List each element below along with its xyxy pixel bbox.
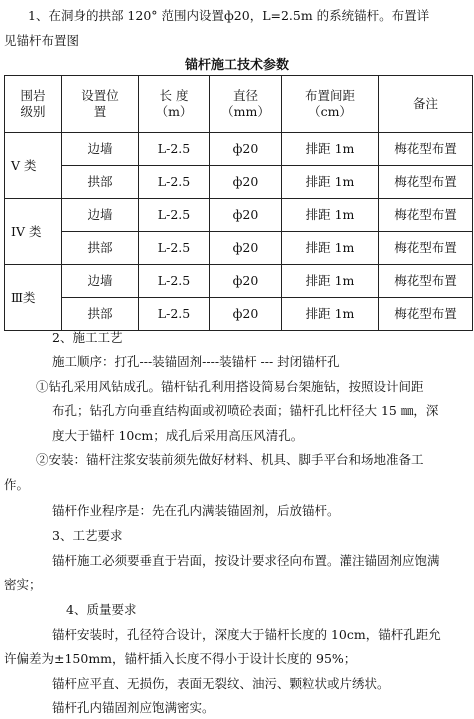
diameter-cell: ф20 [210,298,282,331]
note-cell: 梅花型布置 [379,265,473,298]
grade-cell: IV 类 [5,199,62,265]
diameter-cell: ф20 [210,199,282,232]
process-heading: 2、施工工艺 [52,330,123,345]
diameter-cell: ф20 [210,133,282,166]
header-diameter: 直径 （mm） [210,76,282,133]
table-row [5,265,473,298]
length-cell: L-2.5 [139,133,210,166]
spacing-cell: 排距 1m [282,265,379,298]
position-cell: 拱部 [62,298,139,331]
requirements-heading: 3、工艺要求 [52,528,123,543]
position-cell: 边墙 [62,133,139,166]
position-cell: 边墙 [62,265,139,298]
note-cell: 梅花型布置 [379,133,473,166]
step1-line-1: ①钻孔采用风钻成孔。锚杆钻孔利用搭设简易台架施钻，按照设计间距 [36,379,424,394]
note-cell: 梅花型布置 [379,166,473,199]
length-cell: L-2.5 [139,265,210,298]
quality-line-3: 锚杆应平直、无损伤，表面无裂纹、油污、颗粒状或片绣状。 [52,676,390,691]
quality-line-1: 锚杆安装时，孔径符合设计，深度大于锚杆长度的 10cm，锚杆孔距允 [52,627,441,642]
table-row [5,199,473,232]
step1-line-3: 度大于锚杆 10cm；成孔后采用高压风清孔。 [52,428,304,443]
table-row [5,133,473,166]
table-title: 锚杆施工技术参数 [184,58,289,73]
spacing-cell: 排距 1m [282,133,379,166]
diameter-cell: ф20 [210,232,282,265]
length-cell: L-2.5 [139,199,210,232]
intro-line-2: 见锚杆布置图 [4,33,80,48]
length-cell: L-2.5 [139,298,210,331]
header-grade: 围岩 级别 [5,76,62,133]
step1-line-2: 布孔；钻孔方向垂直结构面或初喷砼表面；锚杆孔比杆径大 15 ㎜，深 [52,403,439,418]
quality-line-2: 许偏差为±150mm，锚杆插入长度不得小于设计长度的 95%； [4,651,357,666]
header-note: 备注 [379,76,473,133]
operation-program: 锚杆作业程序是：先在孔内满装锚固剂，后放锚杆。 [52,503,340,518]
grade-cell: Ⅲ类 [5,265,62,331]
table-header-row [5,76,473,133]
requirements-line-1: 锚杆施工必须要垂直于岩面，按设计要求径向布置。灌注锚固剂应饱满 [52,553,440,568]
grade-cell: V 类 [5,133,62,199]
diameter-cell: ф20 [210,166,282,199]
requirements-line-2: 密实； [4,577,42,592]
length-cell: L-2.5 [139,232,210,265]
table-row [5,298,473,331]
header-spacing: 布置间距 （cm） [282,76,379,133]
parameters-table [4,75,473,331]
spacing-cell: 排距 1m [282,232,379,265]
table-row [5,232,473,265]
intro-line-1: 1、在洞身的拱部 120° 范围内设置ф20，L=2.5m 的系统锚杆。布置详 [28,8,430,23]
quality-heading: 4、质量要求 [66,602,137,617]
spacing-cell: 排距 1m [282,298,379,331]
process-sequence: 施工顺序：打孔---装锚固剂----装锚杆 --- 封闭锚杆孔 [52,354,340,369]
diameter-cell: ф20 [210,265,282,298]
note-cell: 梅花型布置 [379,232,473,265]
spacing-cell: 排距 1m [282,199,379,232]
header-position: 设置位 置 [62,76,139,133]
length-cell: L-2.5 [139,166,210,199]
position-cell: 拱部 [62,166,139,199]
position-cell: 边墙 [62,199,139,232]
position-cell: 拱部 [62,232,139,265]
note-cell: 梅花型布置 [379,199,473,232]
spacing-cell: 排距 1m [282,166,379,199]
step2-line-1: ②安装：锚杆注浆安装前须先做好材料、机具、脚手平台和场地准备工 [36,452,424,467]
table-row [5,166,473,199]
header-length: 长 度 （m） [139,76,210,133]
note-cell: 梅花型布置 [379,298,473,331]
quality-line-4: 锚杆孔内锚固剂应饱满密实。 [52,700,215,715]
step2-line-2: 作。 [4,477,30,492]
